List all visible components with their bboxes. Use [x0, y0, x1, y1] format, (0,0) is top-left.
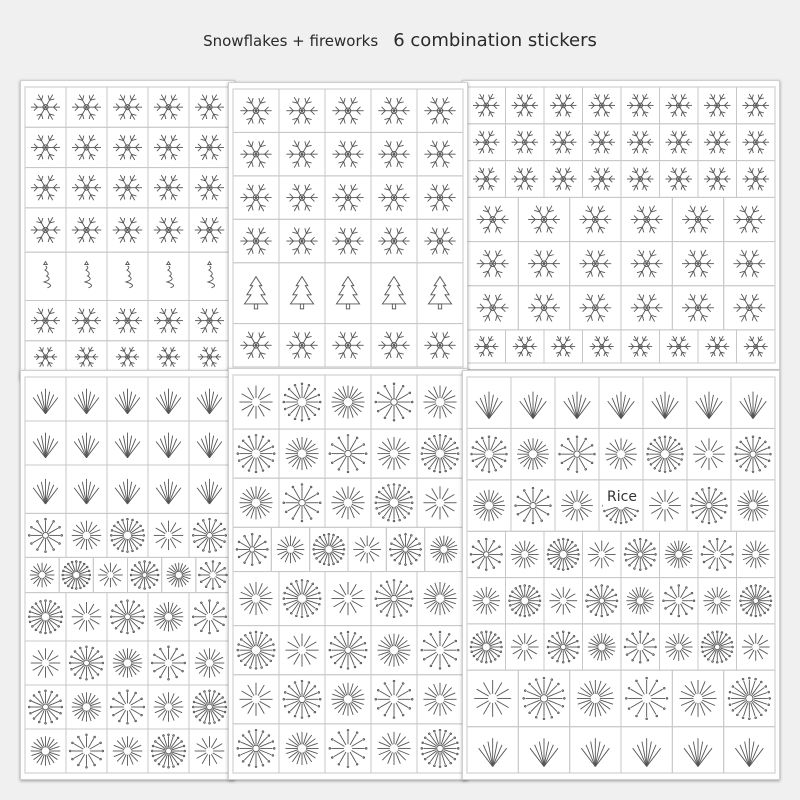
title-part-1: Snowflakes + fireworks [203, 32, 379, 50]
page-title [0, 30, 800, 51]
s4-art [21, 371, 234, 779]
s5-art [229, 369, 467, 779]
firework-sheet-2 [228, 368, 468, 780]
title-part-2: 6 combination stickers [393, 30, 597, 51]
watermark-text: Rice [603, 487, 641, 507]
firework-sheet-1 [20, 370, 235, 780]
s6-art [463, 371, 779, 779]
snowflake-sheet-3 [462, 80, 780, 370]
s2-art [229, 83, 467, 373]
s1-art [21, 81, 234, 379]
s3-art [463, 81, 779, 369]
firework-sheet-3 [462, 370, 780, 780]
snowflake-sheet-1 [20, 80, 235, 380]
snowflake-sheet-2 [228, 82, 468, 374]
